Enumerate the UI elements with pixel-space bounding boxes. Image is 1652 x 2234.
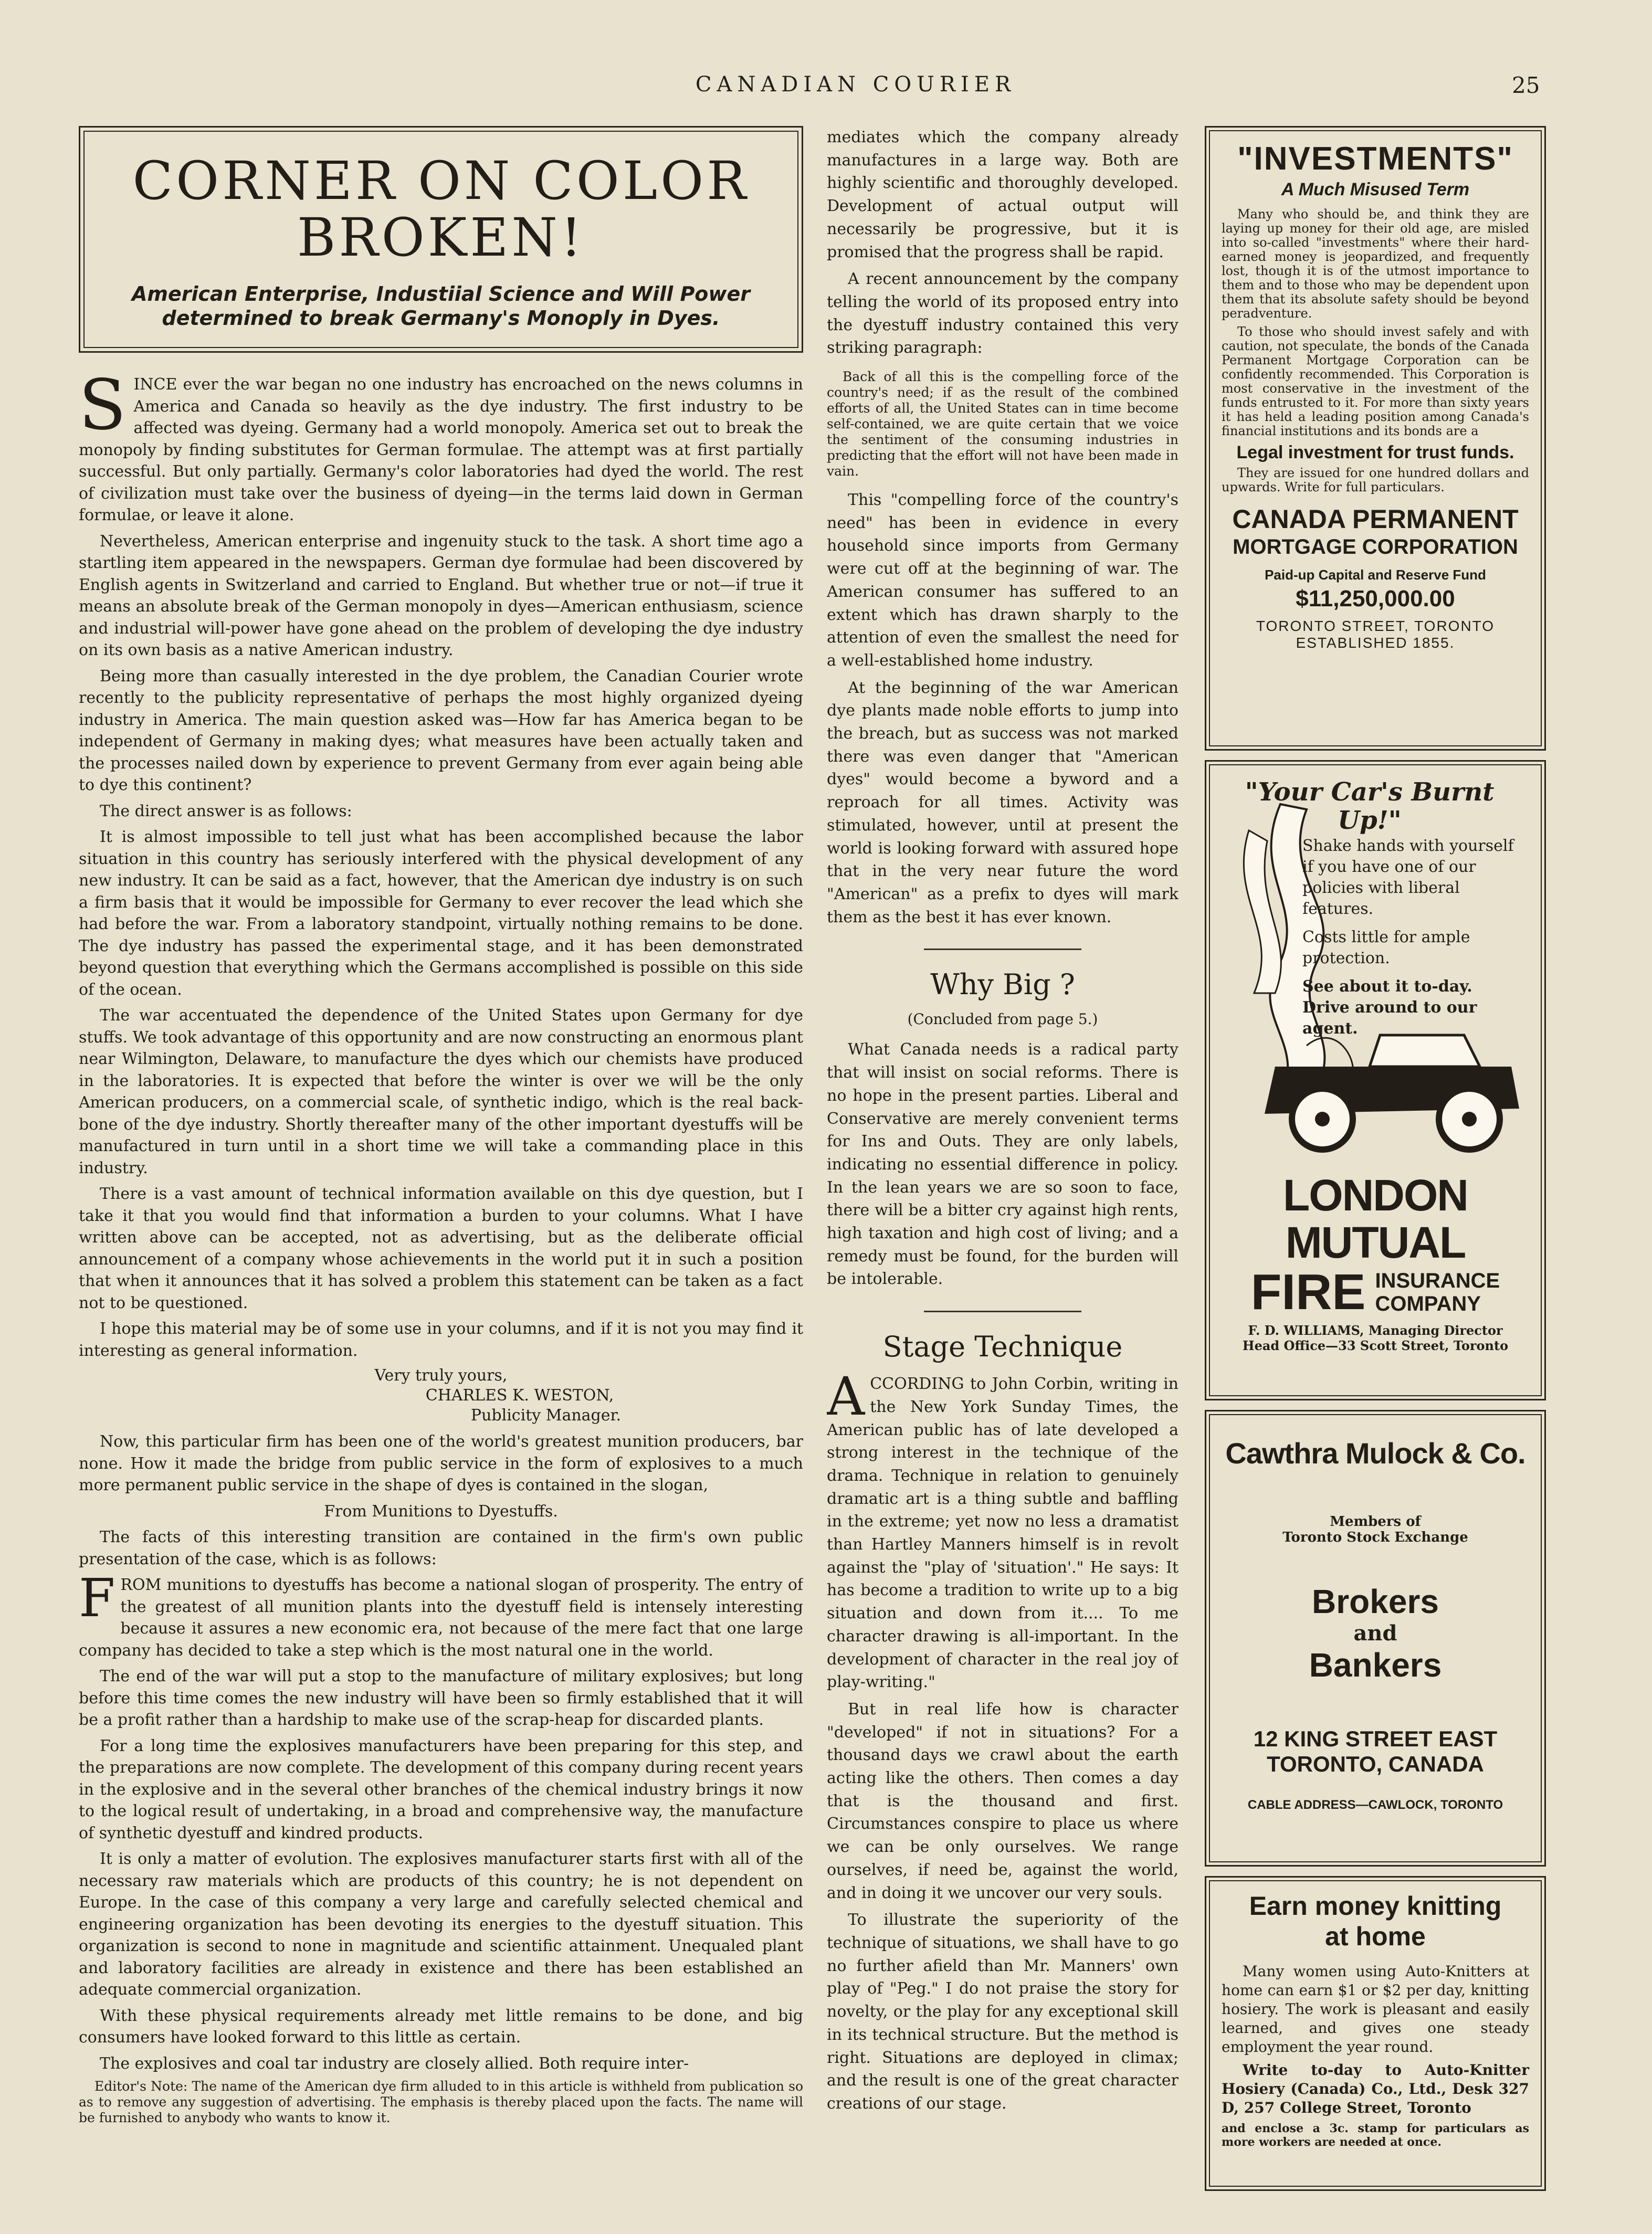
director: F. D. WILLIAMS, Managing Director xyxy=(1248,1323,1503,1338)
investments-title: "INVESTMENTS" xyxy=(1237,141,1513,177)
knitting-body: Many women using Auto-Knitters at home can earn $1 or $2 per day, knitting hosiery. The work is pleasant and easily learned, and gives one steady employment the year round. xyxy=(1222,1963,1529,2056)
company-name-2: MORTGAGE CORPORATION xyxy=(1233,535,1518,558)
signoff-name: CHARLES K. WESTON, xyxy=(425,1386,614,1405)
knitting-fine-print: and enclose a 3c. stamp for particulars as more workers are needed at once. xyxy=(1222,2122,1529,2149)
stage-paragraph: But in real life how is character "developed" if not in situations? For a thousand days we crawl about the earth acting like the others. Then comes a day that is the thousand and first. Circumstances conspire to place us where we can be only ourselves. We range ourselves, if need be, against the world, and in doing it we uncover our very souls. xyxy=(827,1700,1179,1902)
section-rule xyxy=(924,1311,1081,1312)
fire-word: FIRE xyxy=(1250,1264,1366,1320)
article-paragraph: It is only a matter of evolution. The explosives manufacturer starts first with all of the necessary raw materials which are products of this country; he is not dependent on Europe. In the case of this company a very large and carefully selected chemical and engineering organization has been devoting its energies to the dyestuff situation. This organization is second to none in magnitude and scientific attainment. Unequaled plant and laboratory facilities are already in existence and there has been established an adequate commercial organization. xyxy=(79,1850,803,1999)
continued-paragraph: At the beginning of the war American dye plants made noble efforts to jump into the breach, but as success was not marked there was even danger that "American dyes" would become a byword and a reproach for all times. Activity was stimulated, however, until at present the world is looking forward with assured hope that in the very near future the word "American" as a prefix to dyes will mark them as the best it has ever known. xyxy=(827,678,1179,926)
why-big-title: Why Big ? xyxy=(930,968,1075,1002)
letter-paragraph: The war accentuated the dependence of the United States upon Germany for dye stuffs. We took advantage of this opportunity and are now constructing an enormous plant near Wilmington, Delaware, to manufacture the dyes which our chemists have produced in the laboratories. It is expected that before the winter is over we will be the only American producers, on a commercial scale, of synthetic indigo, which is the real back-bone of the dye industry. Shortly thereafter many of the other important dyestuffs will be manufactured in turn until in a short time we will take a commanding place in this industry. xyxy=(79,1006,803,1177)
continued-paragraph: A recent announcement by the company telling the world of its proposed entry into the dyestuff industry contained this very striking paragraph: xyxy=(827,270,1179,357)
article-paragraph: The end of the war will put a stop to the manufacture of military explosives; but long before this time comes the new industry will have been so firmly established that it will be a profit rather than a hardship to make use of the scrap-heap for discarded plants. xyxy=(79,1667,803,1729)
letter-paragraph: There is a vast amount of technical information available on this dye question, but I take it that you would find that information a burden to your columns. What I have written above can be accepted, not as advertising, but as the deliberate official announcement of a company whose achievements in the world put it in such a position that when it announces that it has solved a problem this statement can be taken as a fact not to be questioned. xyxy=(79,1185,803,1312)
middle-column xyxy=(827,126,1179,2205)
headline-line-1: CORNER ON COLOR xyxy=(132,150,750,212)
legal-investment: Legal investment for trust funds. xyxy=(1236,442,1514,462)
signoff: Very truly yours, xyxy=(374,1366,508,1385)
ads-column xyxy=(1205,126,1546,2205)
drop-cap: S xyxy=(79,365,127,446)
investments-ad xyxy=(1205,126,1546,751)
brokers: Brokers xyxy=(1312,1583,1439,1620)
investments-text: To those who should invest safely and with caution, not speculate, the bonds of the Canada Permanent Mortgage Corporation can be confidently recommended. This Corporation is most conservative in the investment of the funds entrusted to it. For more than sixty years it has held a leading position among Canada's financial institutions and its bonds are a xyxy=(1222,324,1529,438)
article-paragraph: FROM munitions to dyestuffs has become a national slogan of prosperity. The entry of the greatest of all munition plants into the dyestuff field is intensely interesting because it assures a new economic era, not because of the mere fact that one large company has decided to take a step which is the most natural one in the world. xyxy=(79,1567,803,1660)
capital-label: Paid-up Capital and Reserve Fund xyxy=(1265,567,1486,583)
deck: American Enterprise, Industiial Science and Will Power determined to break Germany's Monoply in Dyes. xyxy=(131,282,751,330)
signoff-title: Publicity Manager. xyxy=(470,1406,622,1425)
article-paragraph: Now, this particular firm has been one of the world's greatest munition producers, bar none. How it made the bridge from public service in the form of explosives to a much more permanent public service in the shape of dyes is contained in the slogan, xyxy=(79,1432,803,1494)
company-name: CANADA PERMANENT xyxy=(1232,504,1519,534)
headline-banner: "Your Car's Burnt Up!" xyxy=(1245,777,1495,835)
insurance-word: INSURANCE xyxy=(1375,1269,1500,1292)
main-article xyxy=(79,126,803,2205)
article-paragraph: For a long time the explosives manufacturers have been preparing for this step, and the preparations are now complete. The development of this company during recent years in the explosive and in the several other branches of the chemical industry brings it now to the logical result of undertaking, in a broad and comprehensive way, the manufacture of synthetic dyestuff and kindred products. xyxy=(79,1736,803,1842)
knitting-write: Write to-day to Auto-Knitter Hosiery (Canada) Co., Ltd., Desk 327 D, 257 College Street, Toronto xyxy=(1222,2061,1529,2116)
knitting-title-2: at home xyxy=(1325,1922,1426,1951)
knitting-title-1: Earn money knitting xyxy=(1249,1891,1502,1921)
cable-address: CABLE ADDRESS—CAWLOCK, TORONTO xyxy=(1247,1798,1503,1812)
capital-amount: $11,250,000.00 xyxy=(1296,586,1455,612)
cawthra-address-2: TORONTO, CANADA xyxy=(1267,1752,1484,1776)
headline xyxy=(95,150,787,268)
established: ESTABLISHED 1855. xyxy=(1296,635,1455,651)
head-office: Head Office—33 Scott Street, Toronto xyxy=(1242,1338,1509,1353)
slogan: From Munitions to Dyestuffs. xyxy=(324,1502,558,1521)
company-word: COMPANY xyxy=(1375,1292,1481,1315)
stage-paragraph: To illustrate the superiority of the technique of situations, we shall have to go no further afield than Mr. Manners' own play of "Peg." I do not praise the story for novelty, or the play for any exceptional skill in its technical structure. But the method is right. Situations are deployed in climax; and the result is one of the great character creations of our stage. xyxy=(827,1911,1179,2113)
headline-line-2: BROKEN! xyxy=(297,207,585,268)
page-number: 25 xyxy=(1512,72,1540,98)
ad-copy xyxy=(1302,836,1518,1047)
auto-knitter-ad xyxy=(1205,1876,1546,2191)
headline-box xyxy=(79,126,803,353)
london-mutual-name: LONDON MUTUAL xyxy=(1283,1171,1468,1267)
stage-technique-title: Stage Technique xyxy=(882,1330,1123,1364)
cawthra-mulock-ad xyxy=(1205,1410,1546,1867)
article-paragraph: Being more than casually interested in the dye problem, the Canadian Courier wrote recently to the publicity representative of perhaps the most highly organized dyeing industry in America. The main question asked was—How far has America began to be independent of Germany in making dyes; what measures have been actually taken and the processes nailed down by experience to prevent Germany from ever again being able to dye this continent? xyxy=(79,667,803,794)
why-big-paragraph: What Canada needs is a radical party that will insist on social reforms. There is no hope in the present parties. Liberal and Conservative are merely convenient terms for Ins and Outs. They are only labels, indicating no essential difference in policy. In the lean years we are so soon to face, there will be a bitter cry against high rents, high taxation and high cost of living; and a remedy must be found, for the burden will be intolerable. xyxy=(827,1040,1179,1289)
article-paragraph: The direct answer is as follows: xyxy=(100,802,352,820)
stock-exchange: Toronto Stock Exchange xyxy=(1282,1530,1468,1545)
cawthra-address-1: 12 KING STREET EAST xyxy=(1253,1726,1498,1751)
members-label: Members of xyxy=(1330,1514,1421,1530)
bankers: Bankers xyxy=(1309,1646,1442,1684)
and-word: and xyxy=(1353,1621,1397,1646)
article-paragraph: The facts of this interesting transition are contained in the firm's own public presentation of the case, which is as follows: xyxy=(79,1528,803,1568)
continued-paragraph: This "compelling force of the country's need" has been in evidence in every household since imports from Germany were cut off at the beginning of war. The American consumer has suffered to an extent which has drawn sharply to the attention of even the smallest the need for a well-established home industry. xyxy=(827,491,1179,670)
section-rule xyxy=(924,949,1081,950)
running-head: CANADIAN COURIER xyxy=(695,72,1016,97)
ad-line: See about it to-day. Drive around to our agent. xyxy=(1302,977,1477,1038)
letter-paragraph: It is almost impossible to tell just what has been accomplished because the labor situation in this country has seriously interfered with the physical development of any new industry. It can be said as a fact, however, that the American dye industry is on such a firm basis that it would be impossible for Germany to ever recover the lead which she had before the war. From a laboratory standpoint, virtually nothing remains to be done. The dye industry has passed the experimental stage, and it has been demonstrated beyond question that everything which the Germans accomplished is possible on this side of the ocean. xyxy=(79,828,803,999)
cawthra-name: Cawthra Mulock & Co. xyxy=(1225,1437,1525,1470)
investments-text: They are issued for one hundred dollars and upwards. Write for full particulars. xyxy=(1222,466,1529,494)
continued-paragraph: mediates which the company already manufactures in a large way. Both are highly scientific and thoroughly developed. Development of actual output will necessarily be progressive, but it is promised that the progress shall be rapid. xyxy=(827,128,1179,261)
concluded-note: (Concluded from page 5.) xyxy=(907,1010,1098,1028)
investments-text: Many who should be, and think they are laying up money for their old age, are misled into so-called "investments" where their hard-earned money is jeopardized, and frequently lost, though it is of the utmost importance to them and to those who may be dependent upon them that its absolute safety should be beyond peradventure. xyxy=(1222,207,1529,321)
letter-paragraph: I hope this material may be of some use in your columns, and if it is not you may find it interesting as general information. xyxy=(79,1320,803,1360)
drop-cap: F xyxy=(79,1567,115,1629)
article-paragraph: The explosives and coal tar industry are closely allied. Both require inter- xyxy=(100,2054,689,2073)
ad-line: Shake hands with yourself if you have one of our policies with liberal features. xyxy=(1302,837,1514,918)
article-paragraph: Nevertheless, American enterprise and ingenuity stuck to the task. A short time ago a startling item appeared in the newspapers. German dye formulae had been discovered by English agents in Switzerland and carried to England. But whether true or not—if true it means an absolute break of the German monopoly in dyes—American enthusiasm, science and industrial will-power have gone ahead on the problem of developing the dye industry on its own basis as a native American industry. xyxy=(79,532,803,659)
article-paragraph: With these physical requirements already met little remains to be done, and big consumers have looked forward to this little as certain. xyxy=(79,2006,803,2047)
company-address: TORONTO STREET, TORONTO xyxy=(1256,618,1495,634)
drop-cap: A xyxy=(827,1366,865,1428)
investments-subtitle: A Much Misused Term xyxy=(1281,180,1470,199)
stage-paragraph: ACCORDING to John Corbin, writing in the New York Sunday Times, the American public has of late developed a strong interest in the technique of the drama. Technique in relation to genuinely dramatic art is a thing subtle and baffling in the extreme; yet now no less a dramatist than Hartley Manners himself is in revolt against the "play of 'situation'." He says: It has become a tradition to write up to a big situation and down from it.... To me character drawing is all-important. In the development of character in the real joy of play-writing." xyxy=(827,1366,1179,1692)
block-quote: Back of all this is the compelling force of the country's need; if as the result of the combined efforts of all, the United States can in time become self-contained, we are quite certain that we voice the sentiment of the consuming industries in predicting that the effort will not have been made in vain. xyxy=(827,369,1179,479)
article-paragraph: SINCE ever the war began no one industry has encroached on the news columns in America and Canada so heavily as the dye industry. The first industry to be affected was dyeing. Germany had a world monopoly. America set out to break the monopoly by finding substitutes for German formulae. The attempt was at first partially successful. But only partially. Germany's color laboratories had dyed the world. The rest of civilization must take over the business of dyeing—in the terms laid down in German formulae, or leave it alone. xyxy=(79,365,803,524)
ad-line: Costs little for ample protection. xyxy=(1302,928,1470,967)
editors-note: Editor's Note: The name of the American dye firm alluded to in this article is withheld from publication so as to remove any suggestion of advertising. The emphasis is thereby placed upon the facts. The name will be furnished to anybody who wants to know it. xyxy=(79,2079,803,2125)
london-mutual-ad xyxy=(1205,760,1546,1400)
